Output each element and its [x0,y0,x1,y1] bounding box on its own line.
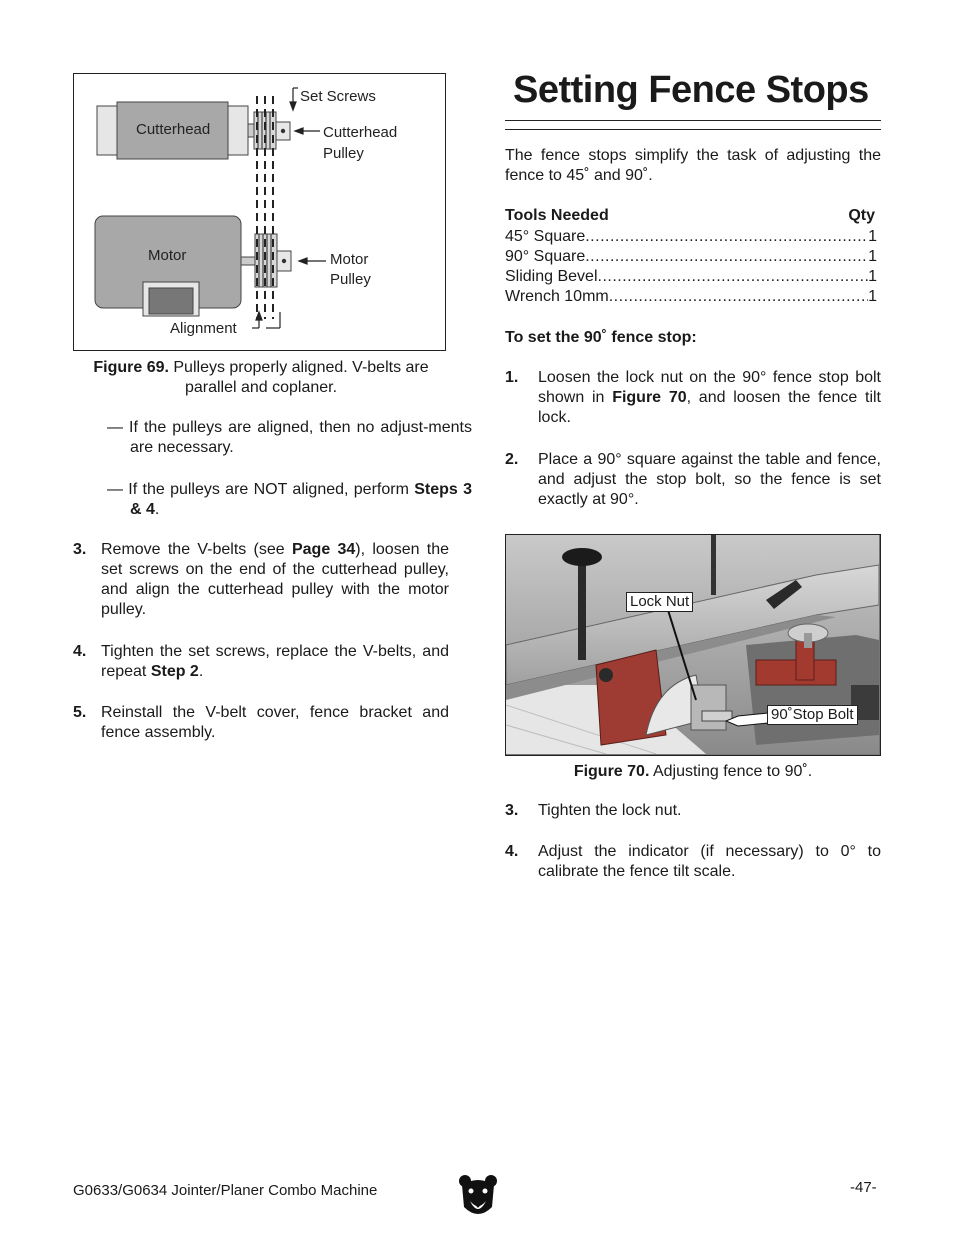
tool-name: 90° Square [505,248,586,265]
tool-qty: 1 [868,288,877,305]
motor-pulley-label-line2: Pulley [330,271,371,288]
right-step-4 [505,842,881,882]
tool-qty: 1 [868,228,877,245]
figure-69-pulley-diagram [73,73,446,351]
right-step-3-number: 3. [505,802,519,819]
tool-name: 45° Square [505,228,586,245]
aligned-note: — If the pulleys are aligned, then no adjust-ments are necessary. [107,419,472,456]
lock-nut-callout: Lock Nut [626,592,693,612]
left-step-4-text-a: Tighten the set screws, replace the V-belts, and repeat [101,643,449,680]
figure-69-caption-label: Figure 69. [93,359,169,376]
title-rule-bottom [505,129,881,130]
page-title: Setting Fence Stops [513,69,869,111]
left-step-5-number: 5. [73,704,87,721]
figure-70-caption-text: Adjusting fence to 90˚. [649,763,813,780]
left-step-4-number: 4. [73,643,87,660]
tool-row [505,287,877,307]
figure-70-photo [505,534,881,756]
set-screws-label: Set Screws [300,88,376,105]
figure-69-caption-line2: parallel and coplaner. [184,379,338,396]
page-number: -47- [850,1179,877,1196]
figure-69-caption [73,358,449,398]
cutterhead-pulley-label-line2: Pulley [323,145,364,162]
tool-qty: 1 [868,268,877,285]
title-rule-top [505,120,881,121]
figure-70-ref: Figure 70 [612,389,687,406]
not-aligned-steps-ref: Steps 3 & 4 [130,481,472,518]
cutterhead-right-cap [228,106,248,155]
tool-name: Wrench 10mm [505,288,609,305]
tool-name: Sliding Bevel [505,268,598,285]
left-step-4 [73,642,449,682]
left-step-5-text: Reinstall the V-belt cover, fence bracket and fence assembly. [101,704,449,741]
grizzly-bear-logo-icon [458,1173,498,1221]
left-step-4-text-b: . [198,663,204,680]
right-step-1-text-a: Loosen the lock nut on the 90° fence stop bolt shown in [538,369,881,406]
cutterhead-pulley-label-line1: Cutterhead [323,124,398,141]
cutterhead-pulley [254,112,290,149]
left-step-5 [73,703,449,743]
tools-list [505,227,877,307]
right-step-1 [505,368,881,428]
page-34-ref: Page 34 [291,541,356,558]
cutterhead-left-cap [97,106,117,155]
tools-needed-label: Tools Needed [505,207,609,224]
intro-paragraph: The fence stops simplify the task of adjusting the fence to 45˚ and 90˚. [505,147,881,184]
left-step-3-text-a: Remove the V-belts (see [101,541,292,558]
not-aligned-note-end: . [154,501,160,518]
motor-pulley-label-line1: Motor [330,251,369,268]
right-step-3 [505,801,881,821]
figure-69-caption-line1: Pulleys properly aligned. V-belts are [168,359,429,376]
right-step-4-number: 4. [505,843,519,860]
figure-70-caption-label: Figure 70. [573,763,650,780]
motor-shaft [241,257,255,265]
cutterhead-shaft [248,124,254,137]
right-step-2 [505,450,881,510]
right-step-1-number: 1. [505,369,519,386]
tools-needed-header [505,206,875,226]
not-aligned-note [107,480,472,520]
left-step-3 [73,540,449,620]
pulley-diagram-svg [74,74,444,349]
motor-label: Motor [148,247,187,264]
figure-70-caption [505,762,881,782]
left-step-3-text-b: ), loosen the set screws on the end of the cutterhead pulley, and align the cutterhead pulley with the motor pulley. [101,541,450,618]
tool-row [505,267,877,287]
right-step-3-text: Tighten the lock nut. [538,802,682,819]
qty-label: Qty [848,207,875,224]
tool-row [505,247,877,267]
footer-machine-name: G0633/G0634 Jointer/Planer Combo Machine [73,1182,378,1199]
right-step-2-text: Place a 90° square against the table and fence, and adjust the stop bolt, so the fence is set exactly at 90°. [538,451,881,508]
alignment-label: Alignment [170,320,237,337]
stop-bolt-callout: 90˚Stop Bolt [767,705,858,725]
right-step-4-text: Adjust the indicator (if necessary) to 0° to calibrate the fence tilt scale. [538,843,881,880]
subheading-90-stop: To set the 90˚ fence stop: [505,329,697,346]
tool-row [505,227,877,247]
right-step-2-number: 2. [505,451,519,468]
cutterhead-label: Cutterhead [136,121,211,138]
step-2-ref: Step 2 [150,663,199,680]
right-step-1-text-b: , and loosen the fence tilt lock. [538,389,881,426]
not-aligned-note-text: — If the pulleys are NOT aligned, perform [107,481,415,498]
tool-qty: 1 [868,248,877,265]
left-step-3-number: 3. [73,541,87,558]
